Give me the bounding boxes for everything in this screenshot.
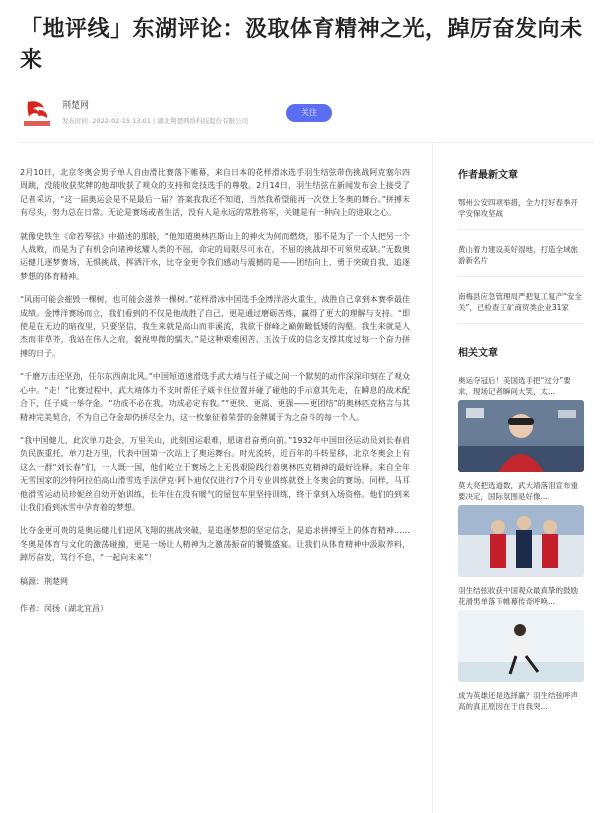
follow-button[interactable]: 关注 <box>286 104 332 122</box>
article-source-line: 稿源：荆楚网 <box>20 576 68 586</box>
article-paragraph: 比夺金更可贵的是奥运健儿们逆风飞翔的挑战突破，是追逐梦想的坚定信念，是追求拼搏至上的体育精神……冬奥是体育与文化的激荡碰撞，更是一场让人精神为之激荡振奋的饕餮盛宴。让我们从体育精神中汲取养料，踔厉奋发，笃行不怠，“一起向未来”！ <box>20 526 410 563</box>
header-divider <box>20 142 593 143</box>
related-article-thumbnail[interactable] <box>458 505 584 577</box>
sidebar <box>458 166 584 720</box>
article-paragraph: 2月10日，北京冬奥会男子单人自由滑比赛落下帷幕，来自日本的花样滑冰选手羽生结弦带伤挑战阿克塞尔四周跳，没能收获奖牌的他却收获了观众的支持和竞技选手的尊敬。2月14日，羽生结弦在新闻发布会上接受了记者采访，“这一届奥运会是不是最后一届？答案我我还不知道，当然我希望能再一次登上冬奥的舞台。”拼搏未有尽头，努力总在日常。无论是赛场或者生活，没有人是永远的常胜将军，关键是有一种向上的进取之心。 <box>20 168 410 218</box>
latest-article-item[interactable] <box>458 197 584 230</box>
article-headline: 「地评线」东湖评论：汲取体育精神之光，踔厉奋发向未来 <box>20 17 583 73</box>
related-article-title[interactable]: 奥运夺冠后！美国选手把“过分”要求，现场记者瞬间大笑，太... <box>458 376 571 396</box>
source-logo-icon[interactable] <box>20 96 54 130</box>
related-article-thumbnail[interactable] <box>458 610 584 682</box>
related-article-item[interactable] <box>458 690 584 712</box>
publish-meta: 发布时间: 2022-02-15 13:01 | 湖北荆楚网络科技股份有限公司 <box>62 117 249 125</box>
author-bar <box>20 96 430 130</box>
latest-articles-title: 作者最新文章 <box>458 170 518 181</box>
latest-article-item[interactable] <box>458 291 584 324</box>
source-name[interactable]: 荆楚网 <box>62 101 90 111</box>
related-article-title[interactable]: 莫大亮把选道数，武大靖落泪宣布重要决定，国际氛围是好像... <box>458 481 578 501</box>
latest-article-title[interactable]: 南梅县应急管理局严把复工复产“安全关”，已检查工矿商贸类企业31家 <box>458 292 582 312</box>
latest-article-item[interactable] <box>458 244 584 277</box>
latest-article-title[interactable]: 鄂州公安四项举措，全力打好春季开学安保攻坚战 <box>458 198 578 218</box>
article-paragraph: “千磨万击还坚劲，任尔东西南北风。”中国短道速滑选手武大靖与任子威之间一个默契的动作深深印刻在了观众心中。“走！”比赛过程中，武大靖体力不支时帮任子威卡住位置并碰了碰他的手示意其先走，在瞬息的战术配合下，任子威一举夺金。“功成不必在我，功成必定有我。”“更快、更高、更强——更团结”的奥林匹克格言与其精神完美契合，不为自己夺金却仍拼尽全力，这一枚象征着荣誉的金牌属于为之奋斗的每一个人。 <box>20 372 410 422</box>
article-body <box>20 166 410 625</box>
article-paragraph: 就像史铁生《命若琴弦》中描述的那般，“他知道奥林匹斯山上的神火为何而燃烧，那不是为了一个人把另一个人战败，而是为了有机会向诸神炫耀人类的不屈，命定的局限尽可永在，不屈的挑战却不可须臾或缺。”无数奥运健儿逐梦赛场，无惧挑战，挥洒汗水，比夺金更令我们感动与震撼的是——团结向上、勇于突破自我、追逐梦想的体育精神。 <box>20 231 410 281</box>
related-articles-title: 相关文章 <box>458 348 498 359</box>
article-author-line: 作者：闵扬（湖北宜昌） <box>20 603 108 613</box>
related-article-item[interactable] <box>458 375 584 472</box>
column-divider <box>432 143 433 813</box>
related-article-item[interactable] <box>458 585 584 682</box>
related-article-thumbnail[interactable] <box>458 400 584 472</box>
related-article-title[interactable]: 成为英雄还是选择赢？羽生结弦呼声高的真正原因在于自我突... <box>458 691 578 711</box>
latest-article-title[interactable]: 黄山着力建设美好湿地，打造全域旅游新名片 <box>458 245 578 265</box>
related-article-title[interactable]: 羽生结弦收获中国观众最真挚的鼓励 花滑男单落下帷幕传奇呼唤... <box>458 586 578 606</box>
related-article-item[interactable] <box>458 480 584 577</box>
article-paragraph: “我中国健儿，此次单刀赴会，万里关山，此刻国运艰难，愿诸君奋勇向前。”1932年中国田径运动员刘长春肩负民族重托，单刀赴万里，代表中国第一次站上了奥运舞台。时光流转，近百年的斗转星移，北京冬奥会上有这么一群“刘长春”们，一人既一国，他们屹立于赛场之上无畏艰险践行着奥林匹克精神的最好诠释。来自全年无雪国家的沙特阿拉伯高山滑雪选手法伊克·阿卜迪仅仅进行7个月专业训练就登上冬奥会的赛场。同样，马耳他滑雪运动员珍妮丝自幼开始训练，长年住在没有暖气的屋包车里坚持训练，终于拿到入场资格。他们的到来让我们看到冰雪中孕育着的梦想。 <box>20 435 410 512</box>
article-paragraph: “风雨可能会摧毁一棵树，也可能会滋养一棵树。”花样滑冰中国选手金博洋浴火重生，战胜自己拿到本赛季最佳成绩。金博洋赛场而立，我们看到的不仅是他战胜了自己，更是通过磨砺苦炼，赢得了更大的理解与支持。“即使是在无边的暗夜里，只要坚信，我生来就是高山而非溪流，我欲于群峰之巅俯瞰低矮的沟壑。我生来就是人杰而非草芥，我站在伟人之肩，藐视卑微的懦夫。”是这种艰难困苦、玉汝于成的信念支撑其度过每一个奋力拼搏的日子。 <box>20 295 410 358</box>
